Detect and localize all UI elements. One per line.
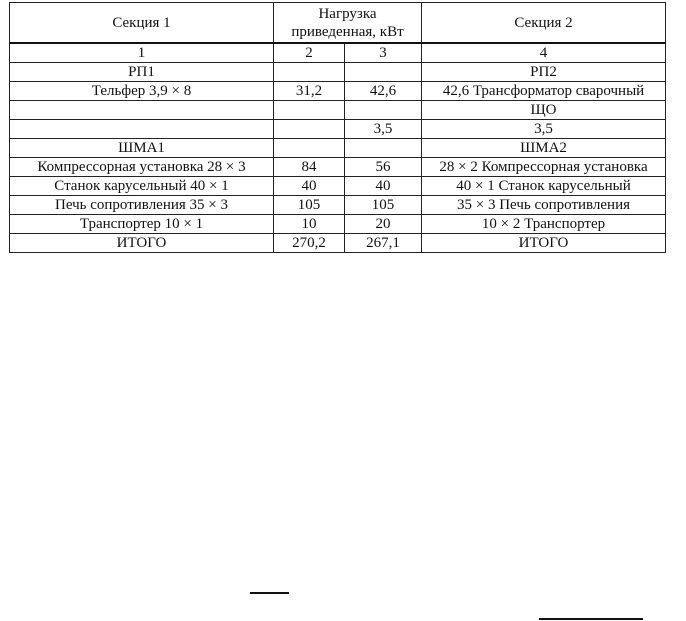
column-number: 3 [345, 43, 422, 63]
row-load1-cell [274, 101, 345, 120]
row-left-cell: РП1 [10, 63, 274, 82]
row-right-cell: РП2 [422, 63, 666, 82]
row-right-cell: ЩО [422, 101, 666, 120]
row-load1-cell: 31,2 [274, 82, 345, 101]
row-load2-cell: 105 [345, 196, 422, 215]
header-section2: Секция 2 [422, 3, 666, 44]
row-right-cell: 40 × 1 Станок карусельный [422, 177, 666, 196]
header-load [274, 3, 422, 44]
row-load2-cell [345, 63, 422, 82]
row-right-cell: ШМА2 [422, 139, 666, 158]
row-load1-cell: 270,2 [274, 234, 345, 253]
table-row [10, 196, 666, 215]
table-row [10, 158, 666, 177]
header-load-text: Нагрузка приведенная, кВт [291, 5, 404, 40]
column-number: 4 [422, 43, 666, 63]
row-load1-cell [274, 63, 345, 82]
column-number: 1 [10, 43, 274, 63]
table-header-row [10, 3, 666, 44]
row-right-cell: 10 × 2 Транспортер [422, 215, 666, 234]
row-right-cell: 42,6 Трансформатор сварочный [422, 82, 666, 101]
row-load2-cell [345, 101, 422, 120]
table-row [10, 139, 666, 158]
row-left-cell [10, 120, 274, 139]
load-distribution-table [9, 2, 666, 253]
row-right-cell: 35 × 3 Печь сопротивления [422, 196, 666, 215]
row-left-cell: ИТОГО [10, 234, 274, 253]
table-row [10, 63, 666, 82]
row-left-cell: Компрессорная установка 28 × 3 [10, 158, 274, 177]
row-left-cell: Печь сопротивления 35 × 3 [10, 196, 274, 215]
row-load1-cell [274, 139, 345, 158]
row-left-cell [10, 101, 274, 120]
row-right-cell: 28 × 2 Компрессорная установка [422, 158, 666, 177]
header-section1: Секция 1 [10, 3, 274, 44]
row-left-cell: ШМА1 [10, 139, 274, 158]
row-load2-cell: 40 [345, 177, 422, 196]
column-number: 2 [274, 43, 345, 63]
row-load2-cell: 56 [345, 158, 422, 177]
fraction-line-short [250, 592, 289, 594]
row-load1-cell: 10 [274, 215, 345, 234]
row-load2-cell: 3,5 [345, 120, 422, 139]
table-row [10, 215, 666, 234]
fraction-line-long [539, 618, 643, 620]
row-right-cell: ИТОГО [422, 234, 666, 253]
row-load2-cell: 20 [345, 215, 422, 234]
row-left-cell: Транспортер 10 × 1 [10, 215, 274, 234]
column-number-row [10, 43, 666, 63]
row-load1-cell [274, 120, 345, 139]
table-row [10, 82, 666, 101]
row-load1-cell: 84 [274, 158, 345, 177]
table-row [10, 177, 666, 196]
row-load2-cell [345, 139, 422, 158]
table-row [10, 101, 666, 120]
row-load1-cell: 105 [274, 196, 345, 215]
row-left-cell: Станок карусельный 40 × 1 [10, 177, 274, 196]
row-load2-cell: 267,1 [345, 234, 422, 253]
table-row-total [10, 234, 666, 253]
row-left-cell: Тельфер 3,9 × 8 [10, 82, 274, 101]
row-load1-cell: 40 [274, 177, 345, 196]
row-right-cell: 3,5 [422, 120, 666, 139]
row-load2-cell: 42,6 [345, 82, 422, 101]
table-row [10, 120, 666, 139]
